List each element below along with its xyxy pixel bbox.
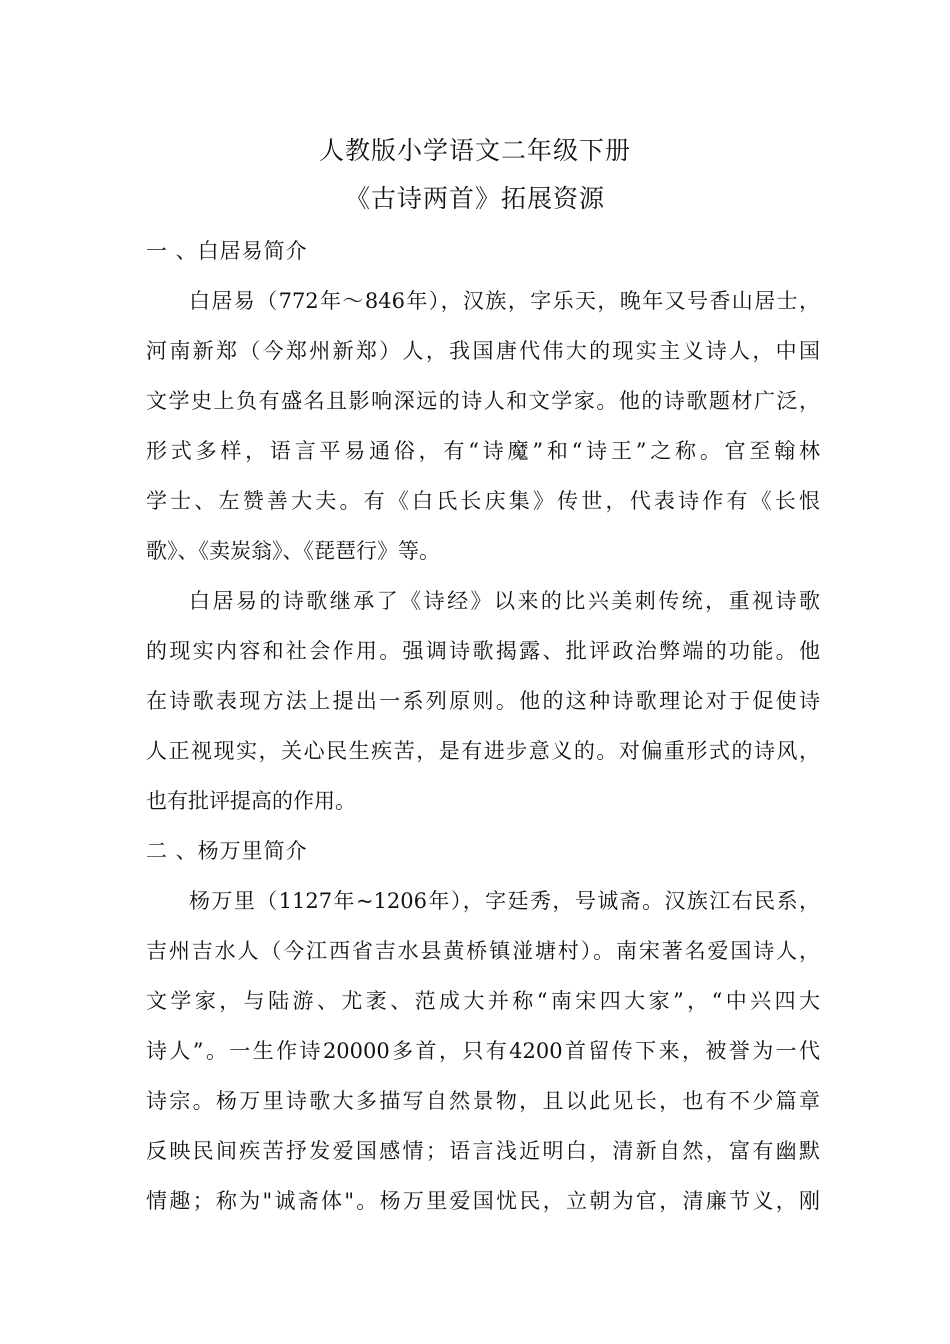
paragraph-line: 反映民间疾苦抒发爱国感情；语言浅近明白，清新自然，富有幽默 <box>146 1139 820 1163</box>
section-heading-bai-juyi: 一 、白居易简介 <box>146 239 308 263</box>
paragraph-line: 诗宗。杨万里诗歌大多描写自然景物，且以此见长，也有不少篇章 <box>146 1089 820 1113</box>
paragraph-line: 人正视现实，关心民生疾苦，是有进步意义的。对偏重形式的诗风， <box>146 739 820 763</box>
document-subtitle: 《古诗两首》拓展资源 <box>344 184 605 213</box>
document-title: 人教版小学语文二年级下册 <box>318 136 631 165</box>
paragraph-line: 文学史上负有盛名且影响深远的诗人和文学家。他的诗歌题材广泛， <box>146 389 820 413</box>
paragraph-line: 也有批评提高的作用。 <box>146 789 356 813</box>
paragraph-line: 杨万里（1127年~1206年），字廷秀，号诚斋。汉族江右民系， <box>189 889 820 913</box>
paragraph-line: 白居易（772年～846年），汉族，字乐天，晚年又号香山居士， <box>189 289 820 313</box>
paragraph-line: 河南新郑（今郑州新郑）人，我国唐代伟大的现实主义诗人，中国 <box>146 339 820 363</box>
paragraph-line: 形式多样，语言平易通俗，有“诗魔”和“诗王”之称。官至翰林 <box>146 439 820 463</box>
paragraph-line: 情趣；称为"诚斋体"。杨万里爱国忧民，立朝为官，清廉节义，刚 <box>146 1189 820 1213</box>
paragraph-line: 学士、左赞善大夫。有《白氏长庆集》传世，代表诗作有《长恨 <box>146 489 820 513</box>
paragraph-line: 的现实内容和社会作用。强调诗歌揭露、批评政治弊端的功能。他 <box>146 639 820 663</box>
paragraph-line: 白居易的诗歌继承了《诗经》以来的比兴美刺传统，重视诗歌 <box>189 589 820 613</box>
paragraph-line: 吉州吉水人（今江西省吉水县黄桥镇湴塘村）。南宋著名爱国诗人， <box>146 939 820 963</box>
paragraph-line: 歌》、《卖炭翁》、《琵琶行》等。 <box>146 539 440 563</box>
paragraph-line: 文学家，与陆游、尤袤、范成大并称“南宋四大家”，“中兴四大 <box>146 989 820 1013</box>
paragraph-line: 在诗歌表现方法上提出一系列原则。他的这种诗歌理论对于促使诗 <box>146 689 820 713</box>
paragraph-line: 诗人”。一生作诗20000多首，只有4200首留传下来，被誉为一代 <box>146 1039 820 1063</box>
section-heading-yang-wanli: 二 、杨万里简介 <box>146 839 308 863</box>
